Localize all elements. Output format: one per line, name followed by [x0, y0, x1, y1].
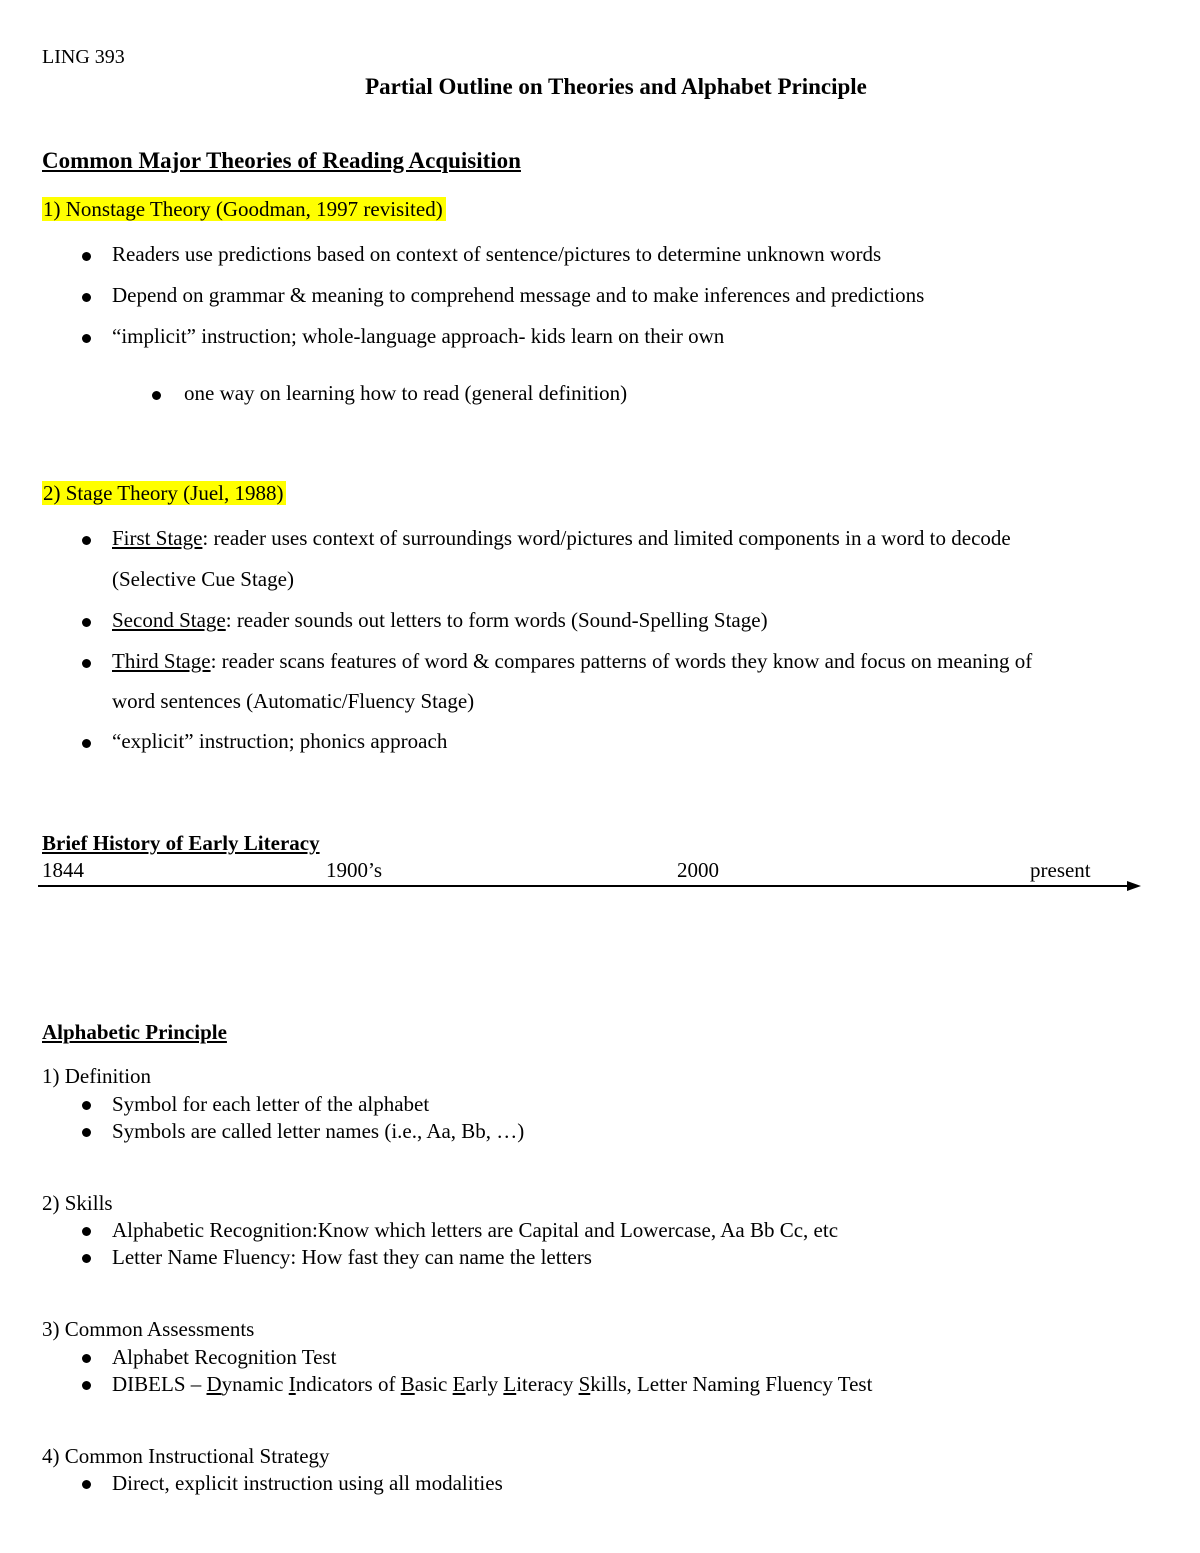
bullet-icon: [152, 391, 161, 400]
strategy-bullet-1: Direct, explicit instruction using all modalities: [112, 1471, 503, 1495]
bullet-icon: [82, 293, 91, 302]
dibels-word-indicators: ndicators of: [295, 1372, 401, 1396]
assessments-heading: 3) Common Assessments: [42, 1317, 255, 1341]
bullet-icon: [82, 252, 91, 261]
stage-third-line: [112, 649, 1032, 674]
strategy-heading: 4) Common Instructional Strategy: [42, 1444, 330, 1468]
bullet-icon: [82, 1254, 91, 1263]
timeline-label-1844: 1844: [42, 858, 84, 882]
third-stage-text: : reader scans features of word & compares patterns of words they know and focus on meaning of: [210, 649, 1033, 673]
bullet-icon: [82, 659, 91, 668]
dibels-letter-s: S: [578, 1372, 591, 1396]
bullet-icon: [82, 1354, 91, 1363]
bullet-icon: [82, 739, 91, 748]
third-stage-label: Third Stage: [112, 649, 211, 673]
stage-fourth-bullet: “explicit” instruction; phonics approach: [112, 729, 448, 753]
dibels-word-literacy: iteracy: [516, 1372, 579, 1396]
nonstage-heading: [42, 197, 446, 222]
nonstage-bullet-1: Readers use predictions based on context of sentence/pictures to determine unknown words: [112, 242, 882, 266]
nonstage-heading-text: 1) Nonstage Theory (Goodman, 1997 revisited): [42, 197, 446, 221]
bullet-icon: [82, 334, 91, 343]
assessments-bullet-1: Alphabet Recognition Test: [112, 1345, 337, 1369]
dibels-letter-d: D: [206, 1372, 222, 1396]
bullet-icon: [82, 1381, 91, 1390]
dibels-word-basic: asic: [414, 1372, 453, 1396]
second-stage-text: : reader sounds out letters to form words (Sound-Spelling Stage): [225, 608, 768, 632]
bullet-icon: [82, 1101, 91, 1110]
definition-bullet-2: Symbols are called letter names (i.e., Aa, Bb, …): [112, 1119, 525, 1143]
timeline-axis: [38, 885, 1128, 887]
dibels-word-early: arly: [465, 1372, 504, 1396]
skills-bullet-1: Alphabetic Recognition:Know which letters are Capital and Lowercase, Aa Bb Cc, etc: [112, 1218, 839, 1242]
document-title: Partial Outline on Theories and Alphabet Principle: [365, 74, 867, 99]
second-stage-label: Second Stage: [112, 608, 226, 632]
stage-heading: [42, 481, 286, 506]
dibels-word-skills: kills, Letter Naming Fluency Test: [590, 1372, 873, 1396]
skills-bullet-2: Letter Name Fluency: How fast they can name the letters: [112, 1245, 592, 1269]
dibels-letter-b: B: [400, 1372, 415, 1396]
timeline-label-2000: 2000: [677, 858, 719, 882]
nonstage-bullet-2: Depend on grammar & meaning to comprehend message and to make inferences and predictions: [112, 283, 925, 307]
nonstage-sub-bullet: one way on learning how to read (general definition): [184, 381, 628, 405]
bullet-icon: [82, 1128, 91, 1137]
theories-heading: Common Major Theories of Reading Acquisition: [42, 148, 521, 173]
bullet-icon: [82, 618, 91, 627]
definition-bullet-1: Symbol for each letter of the alphabet: [112, 1092, 430, 1116]
first-stage-text: : reader uses context of surroundings word/pictures and limited components in a word to decode: [202, 526, 1011, 550]
timeline-label-1900s: 1900’s: [326, 858, 383, 882]
dibels-letter-i: I: [288, 1372, 296, 1396]
skills-heading: 2) Skills: [42, 1191, 113, 1215]
arrow-right-icon: [1127, 881, 1141, 891]
definition-heading: 1) Definition: [42, 1064, 152, 1088]
alphabetic-heading: Alphabetic Principle: [42, 1020, 227, 1044]
first-stage-label: First Stage: [112, 526, 203, 550]
dibels-letter-l: L: [503, 1372, 517, 1396]
dibels-letter-e: E: [452, 1372, 466, 1396]
dibels-prefix: DIBELS –: [112, 1372, 207, 1396]
bullet-icon: [82, 1480, 91, 1489]
stage-second-line: [112, 608, 768, 633]
stage-first-line: [112, 526, 1011, 551]
stage-first-line-2: (Selective Cue Stage): [112, 567, 294, 591]
course-code: LING 393: [42, 46, 125, 68]
stage-heading-text: 2) Stage Theory (Juel, 1988): [42, 481, 286, 505]
timeline-label-present: present: [1030, 858, 1091, 882]
stage-third-line-2: word sentences (Automatic/Fluency Stage): [112, 689, 475, 713]
dibels-bullet: [112, 1372, 872, 1397]
nonstage-bullet-3: “implicit” instruction; whole-language approach- kids learn on their own: [112, 324, 725, 348]
bullet-icon: [82, 1227, 91, 1236]
bullet-icon: [82, 536, 91, 545]
dibels-word-dynamic: ynamic: [221, 1372, 289, 1396]
history-heading: Brief History of Early Literacy: [42, 831, 320, 855]
